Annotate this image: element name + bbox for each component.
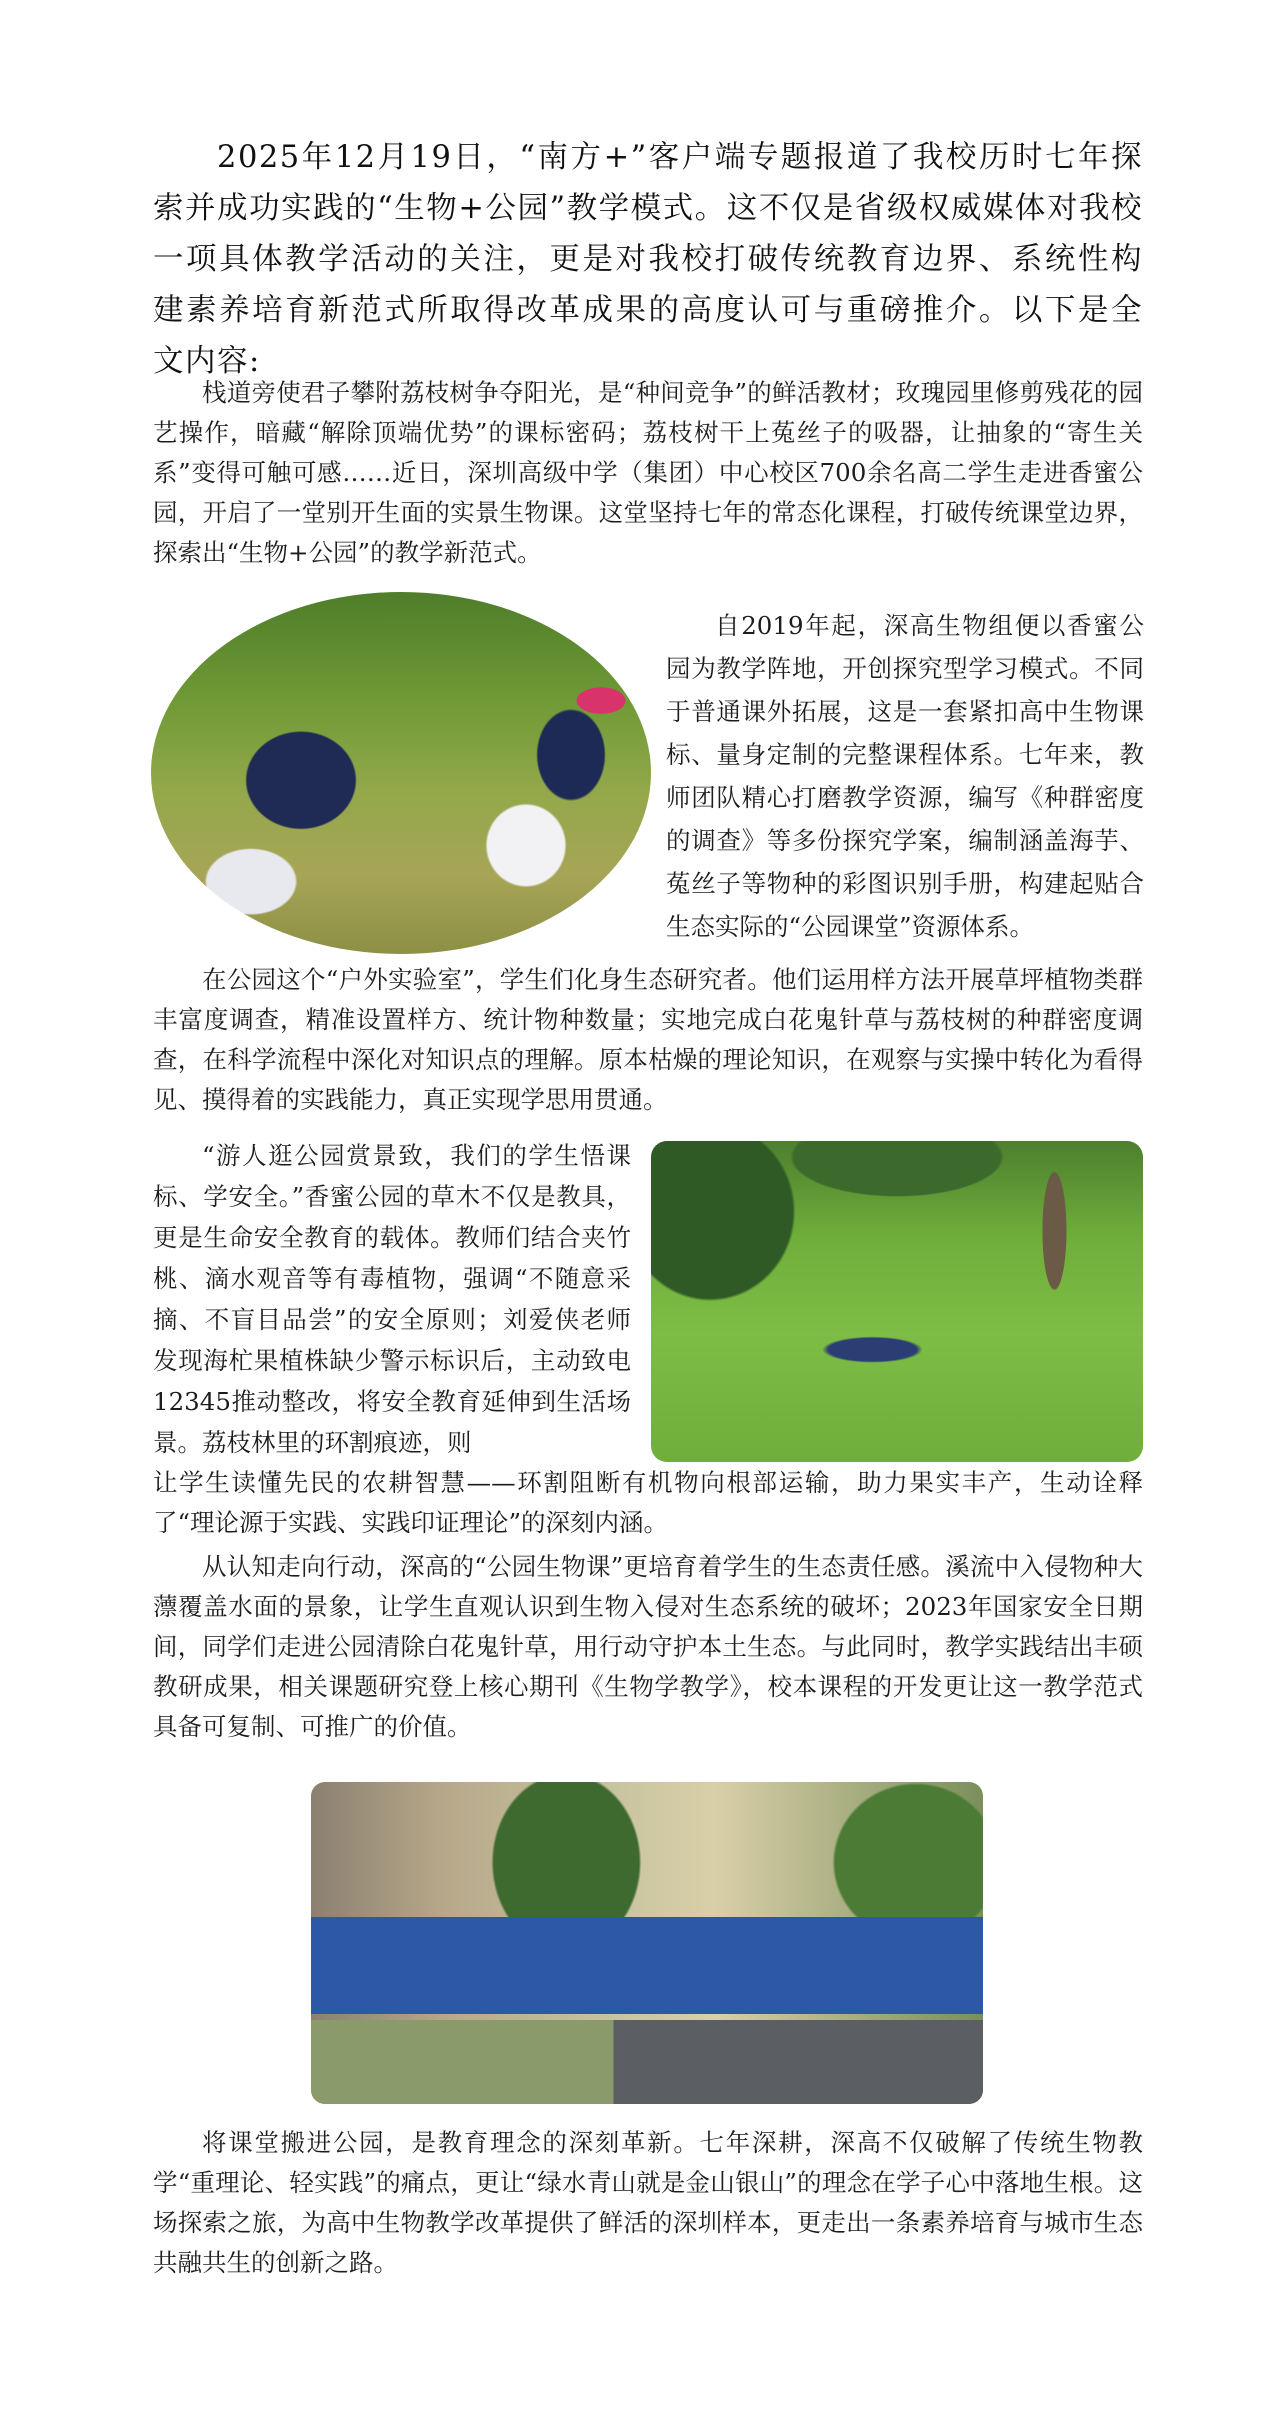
article-paragraph-4: “游人逛公园赏景致，我们的学生悟课标、学安全。”香蜜公园的草木不仅是教具，更是生命安全教育的载体。教师们结合夹竹桃、滴水观音等有毒植物，强调“不随意采摘、不盲目品尝”的安全原则；刘爱侠老师发现海杧果植株缺少警示标识后，主动致电12345推动整改，将安全教育延伸到生活场景。荔枝林里的环割痕迹，则 — [153, 1141, 631, 1457]
article-paragraph-6: 将课堂搬进公园，是教育理念的深刻革新。七年深耕，深高不仅破解了传统生物教学“重理论、轻实践”的痛点，更让“绿水青山就是金山银山”的理念在学子心中落地生根。这场探索之旅，为高中生物教学改革提供了鲜活的深圳样本，更走出一条素养培育与城市生态共融共生的创新之路。 — [153, 2128, 1143, 2277]
intro-paragraph: 2025年12月19日，“南方+”客户端专题报道了我校历时七年探索并成功实践的“生物+公园”教学模式。这不仅是省级权威媒体对我校一项具体教学活动的关注，更是对我校打破传统教育边界、系统性构建素养培育新范式所取得改革成果的高度认可与重磅推介。以下是全文内容: — [153, 140, 1143, 379]
article-paragraph-4-continued: 让学生读懂先民的农耕智慧——环割阻断有机物向根部运输，助力果实丰产，生动诠释了“理论源于实践、实践印证理论”的深刻内涵。 — [153, 1468, 1143, 1537]
photo-group-picture — [311, 1782, 983, 2104]
photo-quadrat-survey — [151, 592, 651, 954]
article-paragraph-5: 从认知走向行动，深高的“公园生物课”更培育着学生的生态责任感。溪流中入侵物种大薸覆盖水面的景象，让学生直观认识到生物入侵对生态系统的破坏；2023年国家安全日期间，同学们走进公园清除白花鬼针草，用行动守护本土生态。与此同时，教学实践结出丰硕教研成果，相关课题研究登上核心期刊《生物学教学》，校本课程的开发更让这一教学范式具备可复制、可推广的价值。 — [153, 1552, 1143, 1741]
article-paragraph-3: 在公园这个“户外实验室”，学生们化身生态研究者。他们运用样方法开展草坪植物类群丰富度调查，精准设置样方、统计物种数量；实地完成白花鬼针草与荔枝树的种群密度调查，在科学流程中深化对知识点的理解。原本枯燥的理论知识，在观察与实操中转化为看得见、摸得着的实践能力，真正实现学思用贯通。 — [153, 965, 1143, 1114]
article-paragraph-1: 栈道旁使君子攀附荔枝树争夺阳光，是“种间竞争”的鲜活教材；玫瑰园里修剪残花的园艺操作，暗藏“解除顶端优势”的课标密码；荔枝树干上菟丝子的吸器，让抽象的“寄生关系”变得可触可感……近日，深圳高级中学（集团）中心校区700余名高二学生走进香蜜公园，开启了一堂别开生面的实景生物课。这堂坚持七年的常态化课程，打破传统课堂边界，探索出“生物+公园”的教学新范式。 — [153, 378, 1143, 567]
photo-weed-removal — [651, 1141, 1143, 1462]
article-paragraph-2: 自2019年起，深高生物组便以香蜜公园为教学阵地，开创探究型学习模式。不同于普通课外拓展，这是一套紧扣高中生物课标、量身定制的完整课程体系。七年来，教师团队精心打磨教学资源，编写《种群密度的调查》等多份探究学案，编制涵盖海芋、菟丝子等物种的彩图识别手册，构建起贴合生态实际的“公园课堂”资源体系。 — [666, 611, 1144, 941]
